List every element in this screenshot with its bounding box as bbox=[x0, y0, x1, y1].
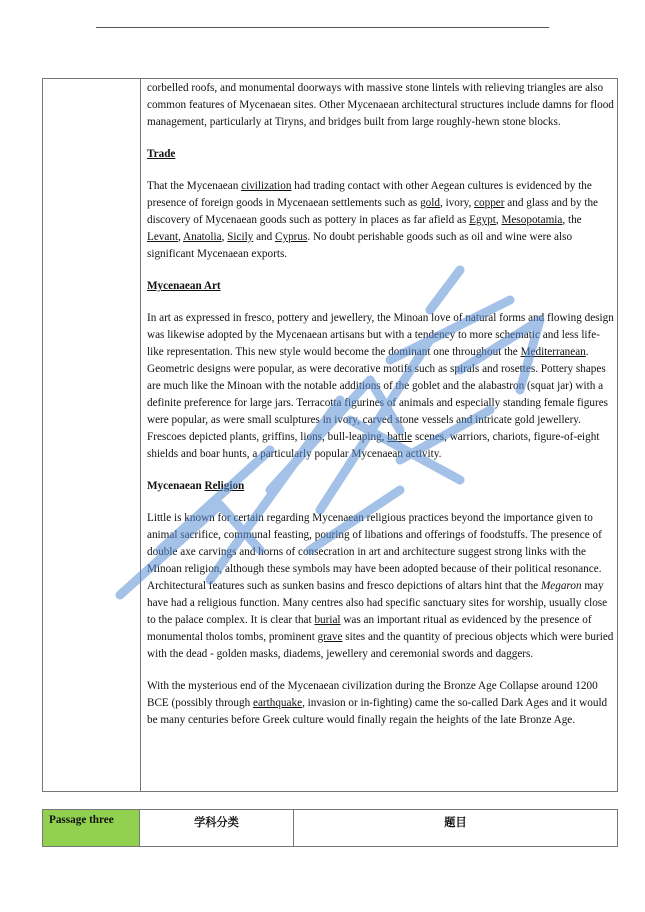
link-anatolia[interactable]: Anatolia bbox=[183, 231, 222, 243]
link-earthquake[interactable]: earthquake bbox=[252, 697, 303, 709]
architecture-paragraph: corbelled roofs, and monumental doorways with massive stone lintels with relieving triangles are also common features of Mycenaean sites. Other Mycenaean architectural structures include damns for flood management, particularly at Tiryns, and bridges built from large roughly-hewn stone blocks. bbox=[147, 82, 614, 128]
link-cyprus[interactable]: Cyprus bbox=[275, 231, 308, 243]
religion-paragraph: Little is known for certain regarding Mycenaean religious practices beyond the importance given to animal sacrifice, communal feasting, pouring of libations and offerings of foodstuffs. The presence of double axe carvings and horns of consecration in art and architecture suggest strong links with the Minoan religion, although these symbols may have been adopted because of their political resonance. Architectural features such as sunken basins and fresco depictions of altars hint that the Megaron may have had a religious function. Many centres also had specific sanctuary sites for worship, usually close to the palace complex. It is clear that burial was an important ritual as evidenced by the presence of monumental tholos tombs, prominent grave sites and the quantity of precious objects which were buried with the dead - golden masks, diadems, jewellery and ceremonial swords and daggers. bbox=[147, 512, 614, 660]
trade-paragraph: That the Mycenaean civilization had trading contact with other Aegean cultures is evidenced by the presence of foreign goods in Mycenaean settlements such as gold, ivory, copper and glass and by the discovery of Mycenaean goods such as pottery in places as far afield as Egypt, Mesopotamia, the Levant, Anatolia, Sicily and Cyprus. No doubt perishable goods such as oil and wine were also significant Mycenaean exports. bbox=[147, 180, 599, 260]
question-cell: 题目 bbox=[444, 816, 467, 829]
subject-category-cell: 学科分类 bbox=[140, 810, 294, 846]
art-heading: Mycenaean Art bbox=[147, 280, 221, 292]
link-copper[interactable]: copper bbox=[474, 197, 505, 209]
link-battle[interactable]: battle bbox=[387, 431, 413, 443]
link-mediterranean[interactable]: Mediterranean bbox=[520, 346, 586, 358]
link-grave[interactable]: grave bbox=[317, 631, 343, 643]
passage-table bbox=[42, 78, 618, 792]
link-civilization[interactable]: civilization bbox=[241, 180, 292, 192]
link-egypt[interactable]: Egypt bbox=[469, 214, 496, 226]
link-gold[interactable]: gold bbox=[420, 197, 440, 209]
ending-paragraph: With the mysterious end of the Mycenaean civilization during the Bronze Age Collapse around 1200 BCE (possibly through earthquake, invasion or in-fighting) came the so-called Dark Ages and it would be many centuries before Greek culture would finally regain the heights of the late Bronze Age. bbox=[147, 680, 608, 726]
question-header-table bbox=[42, 809, 618, 847]
column-divider bbox=[140, 79, 141, 791]
passage-label-cell: Passage three bbox=[43, 810, 140, 846]
link-mesopotamia[interactable]: Mesopotamia bbox=[501, 214, 563, 226]
passage-content bbox=[147, 80, 615, 744]
art-paragraph: In art as expressed in fresco, pottery and jewellery, the Minoan love of natural forms and flowing design was likewise adopted by the Mycenaean artisans but with a tendency to more schematic and less life-like representation. This new style would become the dominant one throughout the Mediterranean. Geometric designs were popular, as were decorative motifs such as spirals and rosettes. Pottery shapes are much like the Minoan with the notable additions of the goblet and the alabastron (squat jar) with a definite preference for large jars. Terracotta figurines of animals and especially standing female figures were popular, as were small sculptures in ivory, carved stone vessels and intricate gold jewellery. Frescoes depicted plants, griffins, lions, bull-leaping, battle scenes, warriors, chariots, figure-of-eight shields and boar hunts, a particularly popular Mycenaean activity. bbox=[147, 312, 614, 460]
header-rule bbox=[96, 27, 549, 28]
link-burial[interactable]: burial bbox=[314, 614, 341, 626]
religion-heading: Mycenaean Religion bbox=[147, 480, 245, 492]
link-sicily[interactable]: Sicily bbox=[227, 231, 254, 243]
link-levant[interactable]: Levant bbox=[147, 231, 179, 243]
trade-heading: Trade bbox=[147, 148, 176, 160]
link-religion[interactable]: Religion bbox=[204, 480, 245, 492]
